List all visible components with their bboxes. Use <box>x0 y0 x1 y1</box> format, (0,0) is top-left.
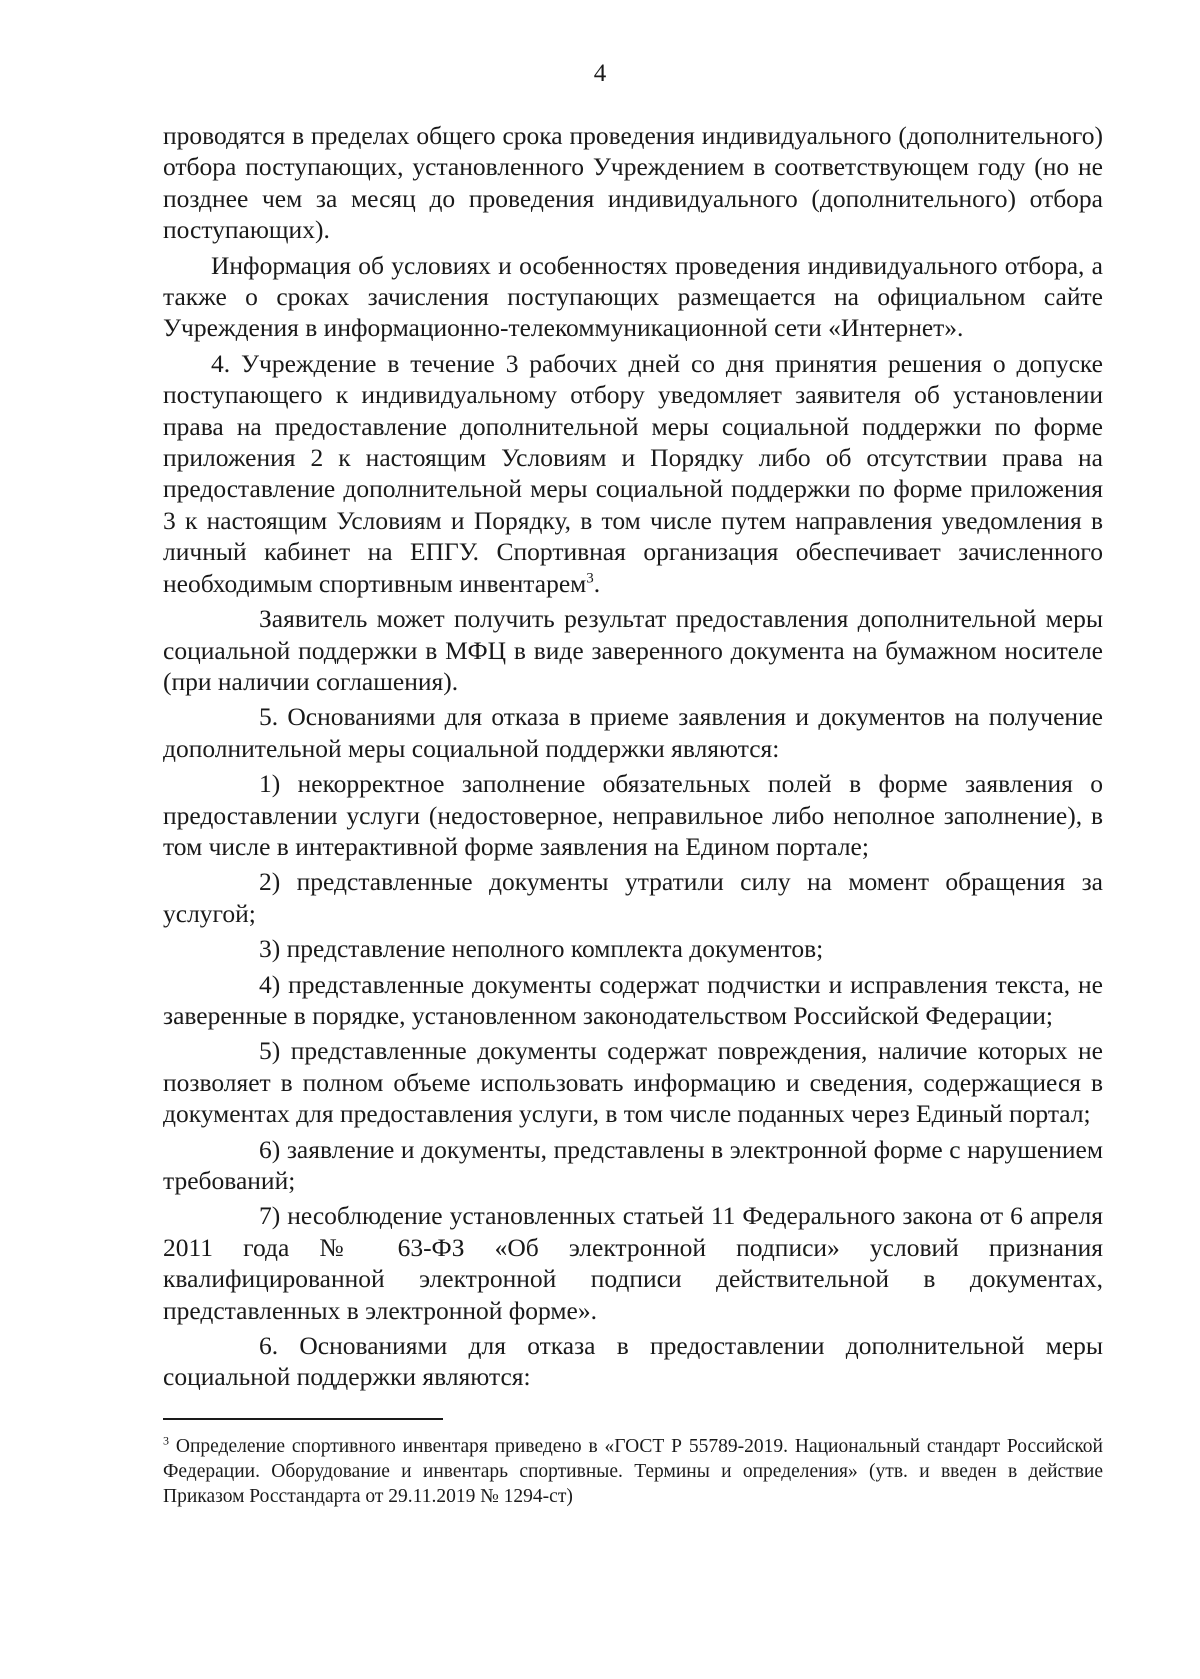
paragraph-item-5: 5. Основаниями для отказа в приеме заявления и документов на получение дополнительной меры социальной поддержки являются: <box>163 702 1103 763</box>
list-item-5: 5) представленные документы содержат повреждения, наличие которых не позволяет в полном объеме использовать информацию и сведения, содержащиеся в документах для предоставления услуги, в том числе поданных через Единый портал; <box>163 1036 1103 1129</box>
footnote-text: Определение спортивного инвентаря приведено в «ГОСТ Р 55789-2019. Национальный стандарт Российской Федерации. Оборудование и инвентарь спортивные. Термины и определения» (утв. и введен в действие Приказом Росстандарта от 29.11.2019 № 1294-ст) <box>163 1436 1103 1507</box>
list-item-4: 4) представленные документы содержат подчистки и исправления текста, не заверенные в порядке, установленном законодательством Российской Федерации; <box>163 969 1103 1030</box>
paragraph-continuation: проводятся в пределах общего срока проведения индивидуального (дополнительного) отбора поступающих, установленного Учреждением в соответствующем году (но не позднее чем за месяц до проведения индивидуального (дополнительного) отбора поступающих). <box>163 121 1103 245</box>
paragraph-item-4 <box>163 348 1103 599</box>
footnote-divider <box>163 1418 443 1420</box>
paragraph-applicant: Заявитель может получить результат предоставления дополнительной меры социальной поддержки в МФЦ в виде заверенного документа на бумажном носителе (при наличии соглашения). <box>163 604 1103 696</box>
list-item-2: 2) представленные документы утратили силу на момент обращения за услугой; <box>163 867 1103 928</box>
paragraph-item-4-end: . <box>593 568 601 598</box>
paragraph-info: Информация об условиях и особенностях проведения индивидуального отбора, а также о сроках зачисления поступающих размещается на официальном сайте Учреждения в информационно-телекоммуникационной сети «Интернет». <box>163 250 1103 343</box>
paragraph-item-4-text: 4. Учреждение в течение 3 рабочих дней со дня принятия решения о допуске поступающего к индивидуальному отбору уведомляет заявителя об установлении права на предоставление дополнительной меры социальной поддержки по форме приложения 2 к настоящим Условиям и Порядку либо об отсутствии права на предоставление дополнительной меры социальной поддержки по форме приложения 3 к настоящим Условиям и Порядку, в том числе путем направления уведомления в личный кабинет на ЕПГУ. Спортивная организация обеспечивает зачисленного необходимым спортивным инвентарем <box>163 348 1103 598</box>
footnote-marker: 3 <box>163 1433 169 1448</box>
footnote-reference[interactable]: 3 <box>586 570 594 587</box>
list-item-7: 7) несоблюдение установленных статьей 11 Федерального закона от 6 апреля 2011 года № 63-ФЗ «Об электронной подписи» условий признания квалифицированной электронной подписи действительной в документах, представленных в электронной форме». <box>163 1201 1103 1325</box>
footnote <box>163 1434 1103 1509</box>
list-item-3: 3) представление неполного комплекта документов; <box>259 934 824 964</box>
body-text <box>163 120 1103 1393</box>
page-number: 4 <box>593 60 607 87</box>
list-item-6: 6) заявление и документы, представлены в электронной форме с нарушением требований; <box>163 1134 1103 1195</box>
paragraph-item-6: 6. Основаниями для отказа в предоставлении дополнительной меры социальной поддержки являются: <box>163 1331 1103 1392</box>
list-item-1: 1) некорректное заполнение обязательных полей в форме заявления о предоставлении услуги (недостоверное, неправильное либо неполное заполнение), в том числе в интерактивной форме заявления на Едином портале; <box>163 769 1103 861</box>
